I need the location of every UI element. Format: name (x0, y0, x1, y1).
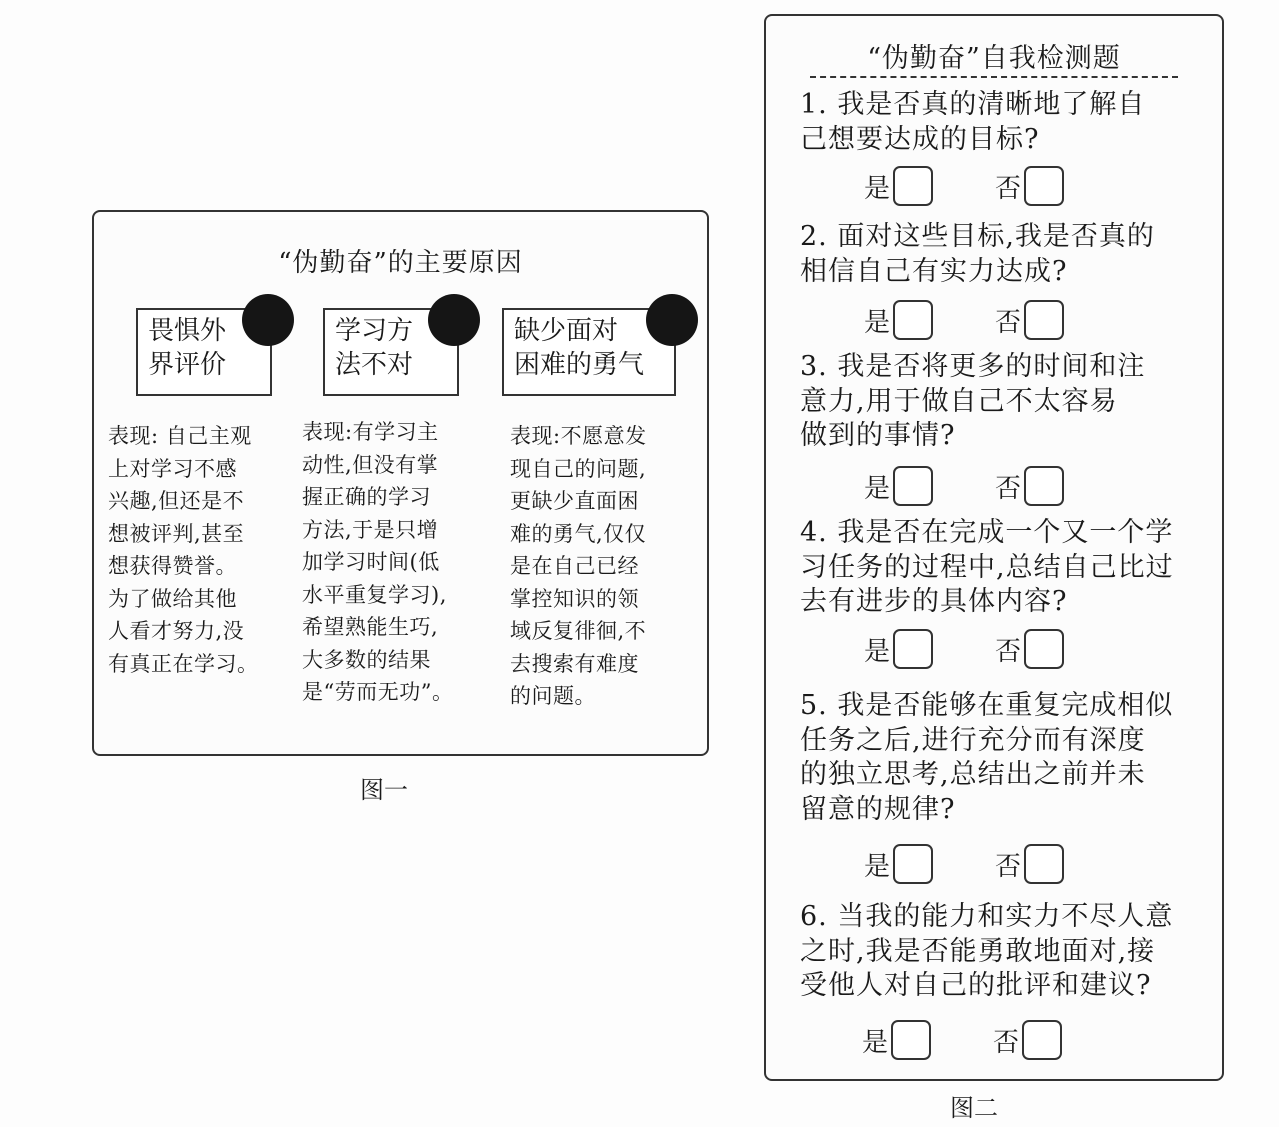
yes-checkbox[interactable] (893, 466, 933, 506)
question-4: 4. 我是否在完成一个又一个学 习任务的过程中,总结自己比过 去有进步的具体内容? (800, 517, 1174, 617)
no-checkbox[interactable] (1024, 166, 1064, 206)
yes-label: 是 (864, 851, 891, 882)
no-label: 否 (995, 307, 1022, 338)
bullet-dot-icon (242, 294, 294, 346)
cause-description-2: 表现:有学习主 动性,但没有掌 握正确的学习 方法,于是只增 加学习时间(低 水平重复学习), 希望熟能生巧, 大多数的结果 是“劳而无功”。 (302, 420, 454, 704)
answer-row-6 (862, 1020, 1062, 1060)
no-checkbox[interactable] (1024, 629, 1064, 669)
yes-checkbox[interactable] (891, 1020, 931, 1060)
figure-1-caption: 图一 (360, 776, 408, 804)
no-label: 否 (993, 1027, 1020, 1058)
answer-row-5 (864, 844, 1064, 884)
yes-label: 是 (864, 473, 891, 504)
answer-row-1 (864, 166, 1064, 206)
figure-1-panel (92, 210, 709, 756)
yes-label: 是 (864, 307, 891, 338)
cause-description-1: 表现: 自己主观 上对学习不感 兴趣,但还是不 想被评判,甚至 想获得赞誉。 为了做给其他 人看才努力,没 有真正在学习。 (108, 424, 259, 676)
question-2: 2. 面对这些目标,我是否真的 相信自己有实力达成? (800, 221, 1155, 287)
question-3: 3. 我是否将更多的时间和注 意力,用于做自己不太容易 做到的事情? (800, 351, 1146, 451)
question-6: 6. 当我的能力和实力不尽人意 之时,我是否能勇敢地面对,接 受他人对自己的批评和建议? (800, 901, 1174, 1001)
answer-row-2 (864, 300, 1064, 340)
no-checkbox[interactable] (1024, 844, 1064, 884)
no-checkbox[interactable] (1024, 466, 1064, 506)
no-label: 否 (995, 851, 1022, 882)
answer-row-3 (864, 466, 1064, 506)
cause-box-lack-of-courage: 缺少面对 困难的勇气 (502, 308, 676, 396)
title-divider (810, 76, 1178, 78)
bullet-dot-icon (646, 294, 698, 346)
answer-row-4 (864, 629, 1064, 669)
yes-checkbox[interactable] (893, 300, 933, 340)
yes-checkbox[interactable] (893, 629, 933, 669)
no-label: 否 (995, 636, 1022, 667)
figure-1-title: “伪勤奋”的主要原因 (278, 248, 523, 278)
no-checkbox[interactable] (1022, 1020, 1062, 1060)
no-label: 否 (995, 173, 1022, 204)
figure-2-caption: 图二 (950, 1094, 998, 1122)
yes-label: 是 (864, 636, 891, 667)
no-checkbox[interactable] (1024, 300, 1064, 340)
figure-2-title: “伪勤奋”自我检测题 (867, 43, 1121, 74)
cause-box-wrong-method: 学习方 法不对 (323, 308, 459, 396)
cause-description-3: 表现:不愿意发 现自己的问题, 更缺少直面困 难的勇气,仅仅 是在自己已经 掌控知识的领 域反复徘徊,不 去搜索有难度 的问题。 (510, 424, 647, 708)
no-label: 否 (995, 473, 1022, 504)
bullet-dot-icon (428, 294, 480, 346)
question-5: 5. 我是否能够在重复完成相似 任务之后,进行充分而有深度 的独立思考,总结出之前并未 留意的规律? (800, 690, 1174, 825)
cause-box-fear-of-evaluation: 畏惧外 界评价 (136, 308, 272, 396)
yes-checkbox[interactable] (893, 166, 933, 206)
yes-checkbox[interactable] (893, 844, 933, 884)
figure-2-panel (764, 14, 1224, 1081)
yes-label: 是 (862, 1027, 889, 1058)
question-1: 1. 我是否真的清晰地了解自 己想要达成的目标? (800, 89, 1146, 155)
yes-label: 是 (864, 173, 891, 204)
